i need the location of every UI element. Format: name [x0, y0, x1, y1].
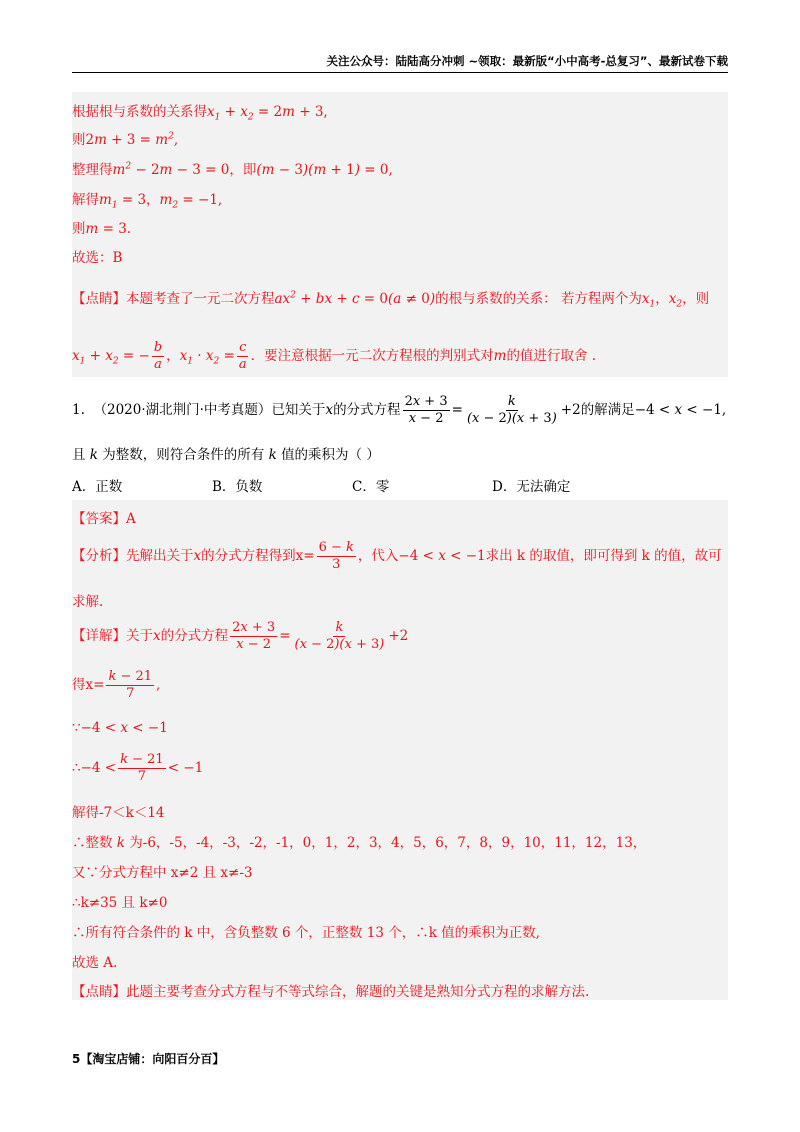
question-line-1: 1. （2020·湖北荆门·中考真题）已知关于x的分式方程 $\frac{2x + 3}{x - 2}$ = $\frac{k}{(x - 2)(x + 3)}$ +2的解满足−4 < x < −1,: [72, 394, 727, 426]
option-c[interactable]: C．零: [352, 479, 390, 495]
analysis-line-2: 求解.: [72, 594, 104, 610]
prev-line-1: 根据根与系数的关系得$x_1 + x_2 = 2m + 3$,: [72, 104, 328, 123]
prev-tip-line-1: 【点睛】本题考查了一元二次方程$ax^2$ + bx + c = 0(a ≠ 0)的根与系数的关系： 若方程两个为$x_1$，$x_2$，则: [72, 290, 710, 310]
option-d[interactable]: D．无法确定: [492, 479, 571, 495]
detail-line-1: 【详解】关于x的分式方程 $\frac{2x + 3}{x - 2}$ = $\frac{k}{(x - 2)(x + 3)}$ +2: [72, 620, 409, 652]
page-header: 关注公众号：陆陆高分冲刺 ~领取：最新版“小中高考-总复习”、最新试卷下载: [72, 52, 728, 73]
page-footer: 5【淘宝店铺：向阳百分百】: [72, 1052, 225, 1066]
detail-line-5: 解得-7＜k＜14: [72, 805, 165, 821]
detail-line-10: 故选 A.: [72, 955, 118, 971]
option-b[interactable]: B．负数: [212, 479, 263, 495]
detail-line-9: ∴所有符合条件的 k 中，含负整数 6 个，正整数 13 个，∴k 值的乘积为正数,: [72, 925, 540, 941]
detail-line-7: 又∵分式方程中 x≠2 且 x≠-3: [72, 865, 253, 881]
detail-line-4: ∴−4 < $\frac{k - 21}{7}$ < −1: [72, 752, 204, 784]
prev-line-3: 整理得$m^2 - 2m - 3 = 0$，即(m − 3)(m + 1) = 0,: [72, 161, 393, 178]
prev-line-5: 则m = 3.: [72, 221, 132, 237]
prev-line-2: 则$2m + 3 = m^2$,: [72, 131, 179, 148]
prev-answer: 故选：B: [72, 250, 123, 266]
detail-line-3: ∵−4 < x < −1: [72, 720, 168, 736]
question-line-2: 且 k 为整数，则符合条件的所有 k 值的乘积为（ ）: [72, 447, 380, 463]
prev-line-4: 解得$m_1 = 3$，$m_2 = -1$,: [72, 192, 223, 211]
answer-tip-line: 【点睛】此题主要考查分式方程与不等式综合，解题的关键是熟知分式方程的求解方法.: [72, 984, 590, 1000]
analysis-line-1: 【分析】先解出关于x的分式方程得到x= $\frac{6 - k}{3}$ ，代入−4 < x < −1求出 k 的取值，即可得到 k 的值，故可: [72, 540, 722, 572]
option-a[interactable]: A．正数: [72, 479, 123, 495]
detail-line-2: 得x= $\frac{k - 21}{7}$ ,: [72, 669, 161, 701]
prev-tip-line-2: $x_1 + x_2$ = − $\frac{b}{a}$ ，$x_1 \cdot x_2$ = $\frac{c}{a}$ ．要注意根据一元二次方程根的判别式对m的值进行取舍 .: [72, 340, 597, 372]
detail-line-8: ∴k≠35 且 k≠0: [72, 895, 168, 911]
detail-line-6: ∴整数 k 为-6，-5，-4，-3，-2，-1，0，1，2，3，4，5，6，7，8，9，10，11，12，13，: [72, 835, 647, 851]
answer-line: 【答案】A: [72, 511, 136, 527]
